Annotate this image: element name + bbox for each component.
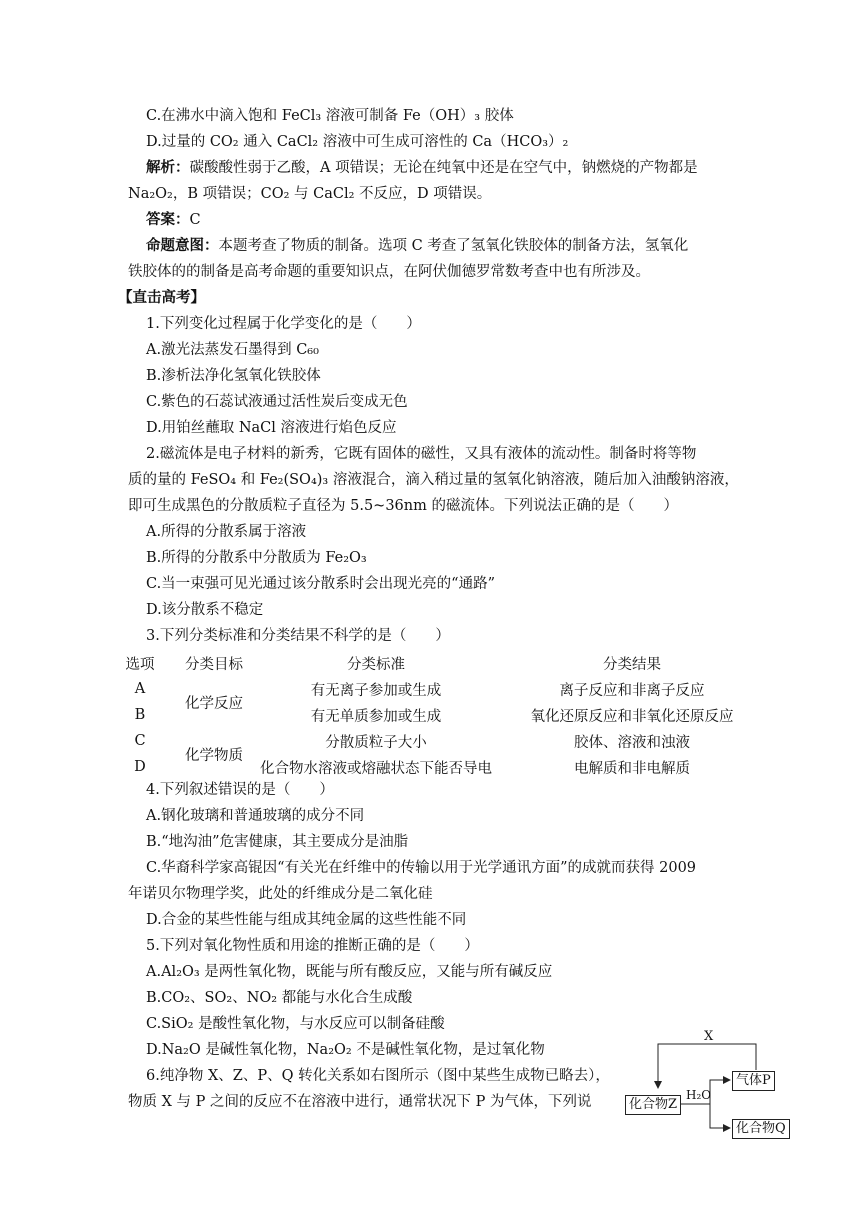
analysis-line-1	[146, 158, 698, 178]
q5-option-c: C.SiO₂ 是酸性氧化物，与水反应可以制备硅酸	[146, 1016, 445, 1032]
q4-option-c-line-2: 年诺贝尔物理学奖，此处的纤维成分是二氧化硅	[128, 886, 433, 902]
intent-text-1: 本题考查了物质的制备。选项 C 考查了氢氧化铁胶体的制备方法，氢氧化	[218, 238, 689, 254]
q4-option-b: B.“地沟油”危害健康，其主要成分是油脂	[146, 834, 409, 850]
q4-option-d: D.合金的某些性能与组成其纯金属的这些性能不同	[146, 912, 467, 928]
q6-stem-2: 物质 X 与 P 之间的反应不在溶液中进行，通常状况下 P 为气体，下列说	[128, 1094, 592, 1110]
table-row	[112, 728, 772, 754]
q1-option-c: C.紫色的石蕊试液通过活性炭后变成无色	[146, 394, 408, 410]
standard-cell: 分散质粒子大小	[325, 734, 427, 751]
option-cell: C	[134, 733, 146, 749]
result-cell: 电解质和非电解质	[574, 760, 690, 777]
table-row	[112, 676, 772, 702]
gas-p-box: 气体P	[732, 1071, 775, 1091]
conversion-diagram	[620, 1028, 800, 1148]
q5-option-b: B.CO₂、SO₂、NO₂ 都能与水化合生成酸	[146, 990, 413, 1006]
q5-option-a: A.Al₂O₃ 是两性氧化物，既能与所有酸反应，又能与所有碱反应	[146, 964, 553, 980]
compound-z-box: 化合物Z	[625, 1095, 681, 1115]
q1-stem: 1.下列变化过程属于化学变化的是（ ）	[146, 316, 421, 332]
q2-stem-3: 即可生成黑色的分散质粒子直径为 5.5~36nm 的磁流体。下列说法正确的是（ ）	[128, 498, 678, 514]
option-cell: A	[134, 681, 146, 697]
target-cell: 化学物质	[185, 747, 243, 764]
section-title: 【直击高考】	[118, 289, 205, 306]
option-cell: D	[134, 759, 146, 775]
intent-line-2: 铁胶体的的制备是高考命题的重要知识点，在阿伏伽德罗常数考查中也有所涉及。	[128, 264, 650, 280]
analysis-label: 解析：	[146, 159, 190, 176]
table-header-cell: 选项	[125, 656, 155, 673]
intent-line-1	[146, 236, 688, 256]
standard-cell: 有无单质参加或生成	[310, 708, 442, 725]
q2-stem-1: 2.磁流体是电子材料的新秀，它既有固体的磁性，又具有液体的流动性。制备时将等物	[146, 446, 697, 462]
table-header-cell: 分类目标	[185, 656, 243, 673]
q5-option-d: D.Na₂O 是碱性氧化物，Na₂O₂ 不是碱性氧化物，是过氧化物	[146, 1042, 545, 1058]
q1-option-d: D.用铂丝蘸取 NaCl 溶液进行焰色反应	[146, 420, 397, 436]
standard-cell: 化合物水溶液或熔融状态下能否导电	[260, 760, 492, 777]
q2-stem-2: 质的量的 FeSO₄ 和 Fe₂(SO₄)₃ 溶液混合，滴入稍过量的氢氧化钠溶液，随后加入油酸钠溶液，	[128, 472, 739, 488]
table-header-cell: 分类标准	[347, 656, 405, 673]
q2-option-a: A.所得的分散系属于溶液	[146, 524, 307, 540]
q5-stem: 5.下列对氧化物性质和用途的推断正确的是（ ）	[146, 938, 479, 954]
table-header-row	[112, 650, 772, 676]
q3-stem: 3.下列分类标准和分类结果不科学的是（ ）	[146, 628, 450, 644]
standard-cell: 有无离子参加或生成	[310, 682, 442, 699]
option-cell: B	[134, 707, 146, 723]
classification-table	[112, 650, 772, 780]
target-cell: 化学反应	[185, 695, 243, 712]
q4-option-c-line-1: C.华裔科学家高锟因“有关光在纤维中的传输以用于光学通讯方面”的成就而获得 2009	[146, 860, 697, 876]
q4-stem: 4.下列叙述错误的是（ ）	[146, 782, 334, 798]
table-header-cell: 分类结果	[603, 656, 661, 673]
intent-label: 命题意图：	[146, 237, 219, 254]
q1-option-a: A.激光法蒸发石墨得到 C₆₀	[146, 342, 319, 358]
prev-option-c: C.在沸水中滴入饱和 FeCl₃ 溶液可制备 Fe（OH）₃ 胶体	[146, 108, 514, 124]
result-cell: 氧化还原反应和非氧化还原反应	[530, 708, 734, 725]
q2-option-b: B.所得的分散系中分散质为 Fe₂O₃	[146, 550, 367, 566]
result-cell: 胶体、溶液和浊液	[574, 734, 690, 751]
prev-option-d: D.过量的 CO₂ 通入 CaCl₂ 溶液中可生成可溶性的 Ca（HCO₃）₂	[146, 134, 569, 150]
q2-option-c: C.当一束强可见光通过该分散系时会出现光亮的“通路”	[146, 576, 496, 592]
answer-value: C	[189, 212, 201, 228]
answer-label: 答案：	[146, 211, 190, 228]
q2-option-d: D.该分散系不稳定	[146, 602, 264, 618]
x-label: X	[704, 1029, 714, 1044]
h2o-label: H₂O	[686, 1088, 712, 1102]
result-cell: 离子反应和非离子反应	[559, 682, 705, 699]
q6-stem-1: 6.纯净物 X、Z、P、Q 转化关系如右图所示（图中某些生成物已略去），	[146, 1068, 610, 1084]
q1-option-b: B.渗析法净化氢氧化铁胶体	[146, 368, 321, 384]
analysis-line-2: Na₂O₂，B 项错误；CO₂ 与 CaCl₂ 不反应，D 项错误。	[128, 186, 492, 202]
q4-option-a: A.钢化玻璃和普通玻璃的成分不同	[146, 808, 365, 824]
compound-q-box: 化合物Q	[732, 1119, 790, 1139]
analysis-text-1: 碳酸酸性弱于乙酸，A 项错误；无论在纯氧中还是在空气中，钠燃烧的产物都是	[189, 160, 698, 176]
answer-line	[146, 210, 201, 230]
